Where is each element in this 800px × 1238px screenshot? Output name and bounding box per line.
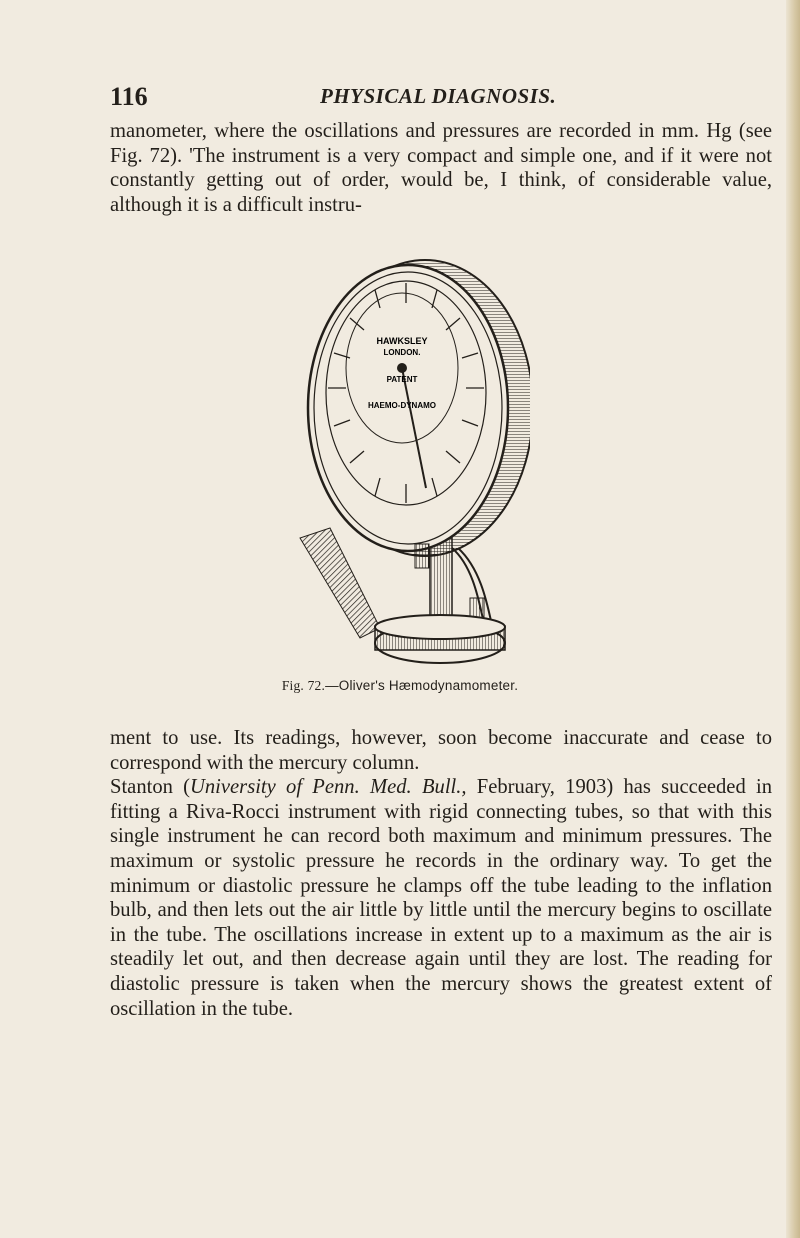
paragraph-bottom xyxy=(110,726,772,1021)
instrument-base xyxy=(375,615,505,663)
paragraph-top: manometer, where the oscillations and pressures are recorded in mm. Hg (see Fig. 72). 'The instrument is a very compact and simple one, and if it were not constantly getting out of order, would be, I think, of considerable value, although it is a difficult instru- xyxy=(110,120,772,216)
dial-maker: HAWKSLEY xyxy=(376,336,428,346)
running-title: PHYSICAL DIAGNOSIS. xyxy=(320,84,557,108)
page-edge xyxy=(786,0,800,1238)
figure-caption-text: —Oliver's Hæmodynamometer. xyxy=(325,678,519,693)
dial-patent: PATENT xyxy=(386,375,418,384)
page-number: 116 xyxy=(110,82,148,111)
dial-city: LONDON. xyxy=(383,348,421,357)
dial-name: HAEMO-DYNAMO xyxy=(368,401,436,410)
figure-haemodynamometer xyxy=(290,248,530,668)
paragraph-bottom-pre: Stanton ( xyxy=(110,776,191,799)
haemodynamometer-illustration xyxy=(290,248,530,668)
page-header xyxy=(110,82,770,112)
paragraph-bottom-line1: ment to use. Its readings, however, soon become inaccurate and cease to correspond with the mercury column. xyxy=(110,727,772,774)
figure-caption-label: Fig. 72. xyxy=(281,678,326,693)
figure-caption xyxy=(0,678,800,694)
journal-citation: University of Penn. Med. Bull., xyxy=(190,776,467,799)
paragraph-bottom-post: February, 1903) has succeeded in fitting a Riva-Rocci instrument with rigid connecting tubes, so that with this single instrument he can record both maximum and minimum pressures. The maximum or systolic pressure he records in the ordinary way. To get the minimum or diastolic pressure he clamps off the tube leading to the inflation bulb, and then lets out the air little by little until the mercury begins to oscillate in the tube. The oscillations increase in extent up to a maximum as the air is steadily let out, and then decrease again until they are lost. The reading for diastolic pressure is taken when the mercury shows the greatest extent of oscillation in the tube. xyxy=(110,776,772,1020)
